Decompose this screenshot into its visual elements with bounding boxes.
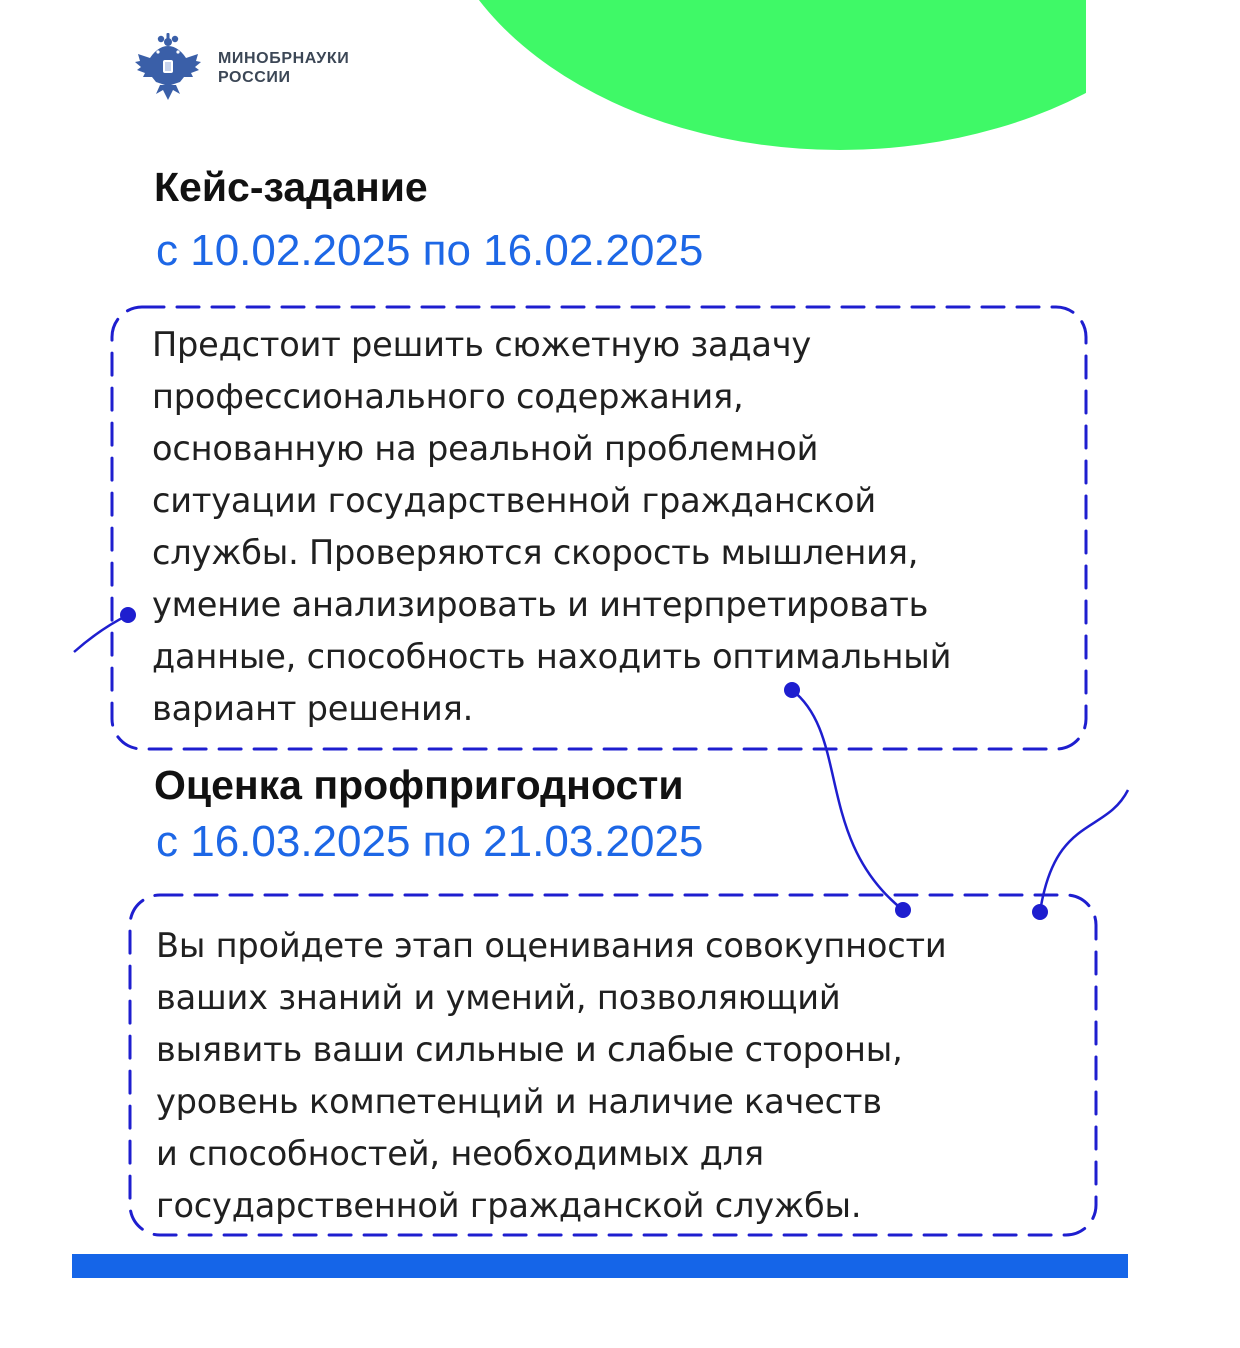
text-line: государственной гражданской службы. (156, 1186, 862, 1225)
ministry-line-1: МИНОБРНАУКИ (218, 50, 350, 67)
section-2-dates: с 16.03.2025 по 21.03.2025 (156, 817, 704, 866)
section-1-title: Кейс-задание (154, 164, 428, 210)
text-line: данные, способность находить оптимальный (152, 637, 952, 676)
ministry-line-2: РОССИИ (218, 69, 291, 86)
text-line: Вы пройдете этап оценивания совокупности (156, 926, 947, 965)
text-line: ситуации государственной гражданской (152, 481, 876, 520)
section-2-title: Оценка профпригодности (154, 762, 684, 808)
text-line: уровень компетенций и наличие качеств (156, 1082, 882, 1121)
text-line: Предстоит решить сюжетную задачу (152, 325, 812, 364)
dashed-frame-1 (112, 307, 1086, 749)
dashed-frame-2 (130, 895, 1096, 1235)
text-line: и способностей, необходимых для (156, 1134, 764, 1173)
text-line: вариант решения. (152, 689, 474, 728)
text-line: профессионального содержания, (152, 377, 744, 416)
connector-dot (895, 902, 911, 918)
connector-line-left (74, 615, 128, 652)
text-line: основанную на реальной проблемной (152, 429, 819, 468)
section-1-dates: с 10.02.2025 по 16.02.2025 (156, 226, 704, 275)
connector-dot (1032, 904, 1048, 920)
connector-line-middle (792, 690, 903, 910)
connector-dot (784, 682, 800, 698)
text-line: ваших знаний и умений, позволяющий (156, 978, 841, 1017)
text-line: службы. Проверяются скорость мышления, (152, 533, 919, 572)
text-line: умение анализировать и интерпретировать (152, 585, 929, 624)
text-line: выявить ваши сильные и слабые стороны, (156, 1030, 903, 1069)
connector-dot (120, 607, 136, 623)
